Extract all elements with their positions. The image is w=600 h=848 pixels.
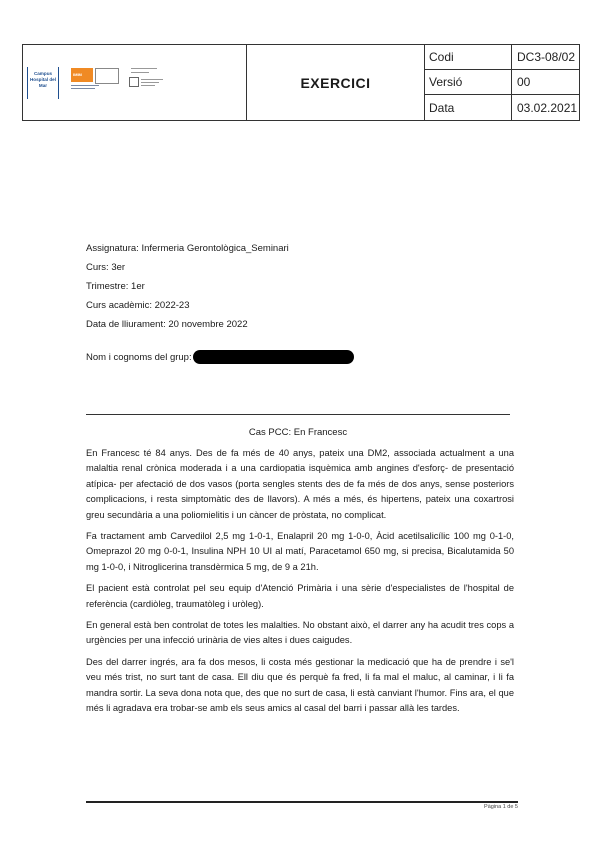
case-paragraph: El pacient està controlat pel seu equip d'Atenció Primària i una sèrie d'especialistes de l'hospital de referència (cardiòleg, traumatòleg i uròleg).: [86, 583, 514, 609]
document-title: EXERCICI: [247, 45, 425, 121]
assignment-metadata: [86, 243, 516, 338]
header-label-data: Data: [425, 95, 512, 121]
header-value-data: 03.02.2021: [512, 95, 580, 121]
parc-salut-mar-logo: [95, 68, 119, 84]
subject-line: Assignatura: Infermeria Gerontològica_Seminari: [86, 243, 289, 254]
document-header: [22, 44, 580, 121]
imim-logo: IMIM: [71, 68, 93, 82]
case-title: Cas PCC: En Francesc: [248, 427, 348, 438]
logo-subtitle-line: [71, 85, 99, 86]
logo-subtitle-line: [71, 88, 95, 89]
campus-hospital-del-mar-logo: Campus Hospital del Mar: [27, 67, 59, 99]
group-label: Nom i cognoms del grup:: [86, 351, 192, 363]
case-paragraph: Des del darrer ingrés, ara fa dos mesos, li costa més gestionar la medicació que ha de prendre i se'l veu més trist, no surt tant de casa. Ell diu que és perquè fa fred, li fa mal el maluc, al caminar, i li fa mandra sortir. La seva dona nota que, des que no surt de casa, li està canviant l'humor. Fins ara, el que més li agradava era trobar-se amb els seus amics al casal del barri i passar allà les tardes.: [86, 656, 514, 714]
group-names-line: [86, 350, 354, 364]
term-line: Trimestre: 1er: [86, 281, 145, 292]
redaction-bar: [193, 350, 354, 364]
section-divider: [86, 414, 510, 415]
case-description: [86, 446, 514, 723]
case-paragraph: Fa tractament amb Carvedilol 2,5 mg 1-0-1, Enalapril 20 mg 1-0-0, Àcid acetilsalicílic 100 mg 0-1-0, Omeprazol 20 mg 0-0-1, Insulina NPH 10 UI al matí, Paracetamol 650 mg, si precisa, Bicalutamida 50 mg 1-0-0, i Nitroglicerina transdèrmica 5 mg, de 9 a 21h.: [86, 531, 514, 572]
due-date-line: Data de lliurament: 20 novembre 2022: [86, 319, 248, 330]
logo-area: [23, 45, 247, 121]
header-value-codi: DC3-08/02: [512, 45, 580, 70]
header-label-codi: Codi: [425, 45, 512, 70]
case-paragraph: En general està ben controlat de totes les malalties. No obstant això, el darrer any ha acudit tres cops a urgències per una infecció urinària de vies altes i dues caigudes.: [86, 620, 514, 646]
header-value-versio: 00: [512, 70, 580, 95]
academic-year-line: Curs acadèmic: 2022-23: [86, 300, 190, 311]
course-line: Curs: 3er: [86, 262, 126, 273]
footer-divider: [86, 801, 518, 803]
header-label-versio: Versió: [425, 70, 512, 95]
case-paragraph: En Francesc té 84 anys. Des de fa més de 40 anys, pateix una DM2, associada actualment a una malaltia renal crònica moderada i a una cardiopatia isquèmica amb angines d'esforç- de presentació atípica- per afectació de dos vasos (porta sengles stents des de fa més de dos anys, sense posteriors complicacions, i resta simptomàtic des de llavors). A més a més, és hipertens, pateix una coxartrosi greu secundària a una poliomielitis i un càncer de pròstata, no complicat.: [86, 448, 514, 520]
page-number: Pàgina 1 de 5: [484, 804, 518, 810]
generalitat-logo: [129, 68, 175, 88]
